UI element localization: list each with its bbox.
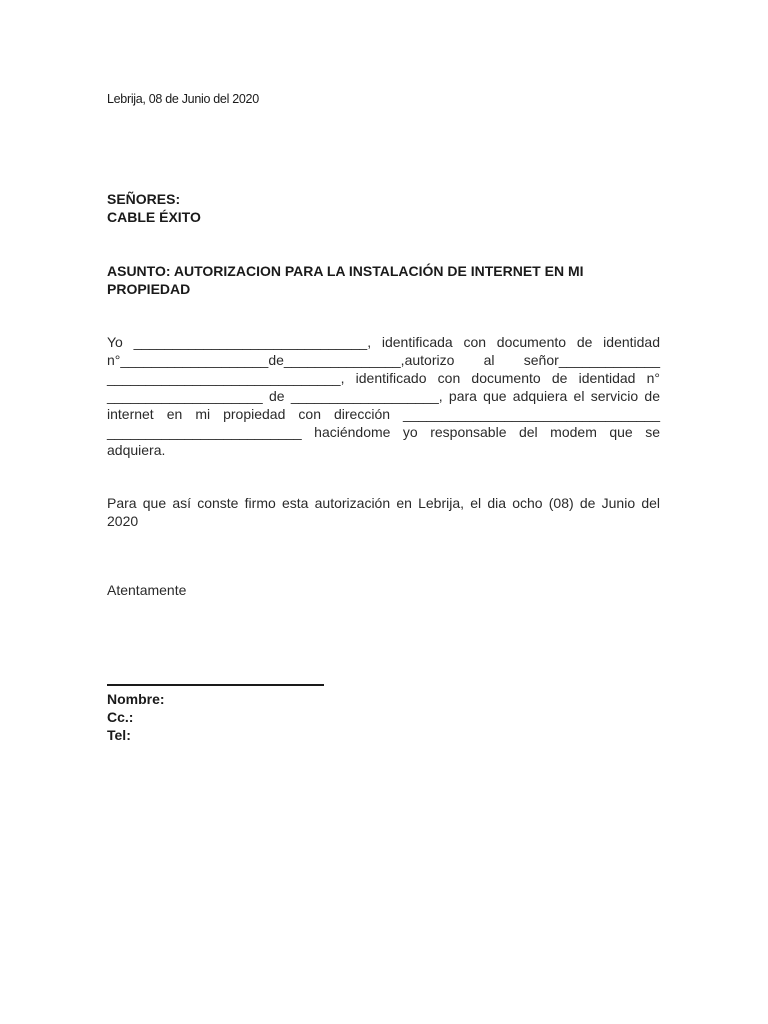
signature-fields [107, 690, 165, 744]
subject-line: ASUNTO: AUTORIZACION PARA LA INSTALACIÓN DE INTERNET EN MI PROPIEDAD [107, 263, 584, 297]
recipient-block [107, 190, 201, 226]
signature-name-label: Nombre: [107, 691, 165, 707]
date-line: Lebrija, 08 de Junio del 2020 [107, 92, 259, 106]
body-paragraph-1: Yo ______________________________, identificada con documento de identidad n°___________________de_______________,autorizo al señor_____________ ______________________________, identificado con documento de identidad n° ____________________ de ___________________, para que adquiera el servicio de internet en mi propiedad con dirección _________________________________ _________________________ haciéndome yo responsable del modem que se adquiera. [107, 334, 660, 458]
closing-text: Atentamente [107, 582, 187, 598]
body-paragraph-2: Para que así conste firmo esta autorización en Lebrija, el dia ocho (08) de Junio del 2020 [107, 495, 660, 529]
signature-phone-label: Tel: [107, 727, 131, 743]
signature-line [107, 684, 324, 686]
signature-id-label: Cc.: [107, 709, 134, 725]
recipient-line-1: SEÑORES: [107, 191, 181, 207]
recipient-line-2: CABLE ÉXITO [107, 209, 201, 225]
